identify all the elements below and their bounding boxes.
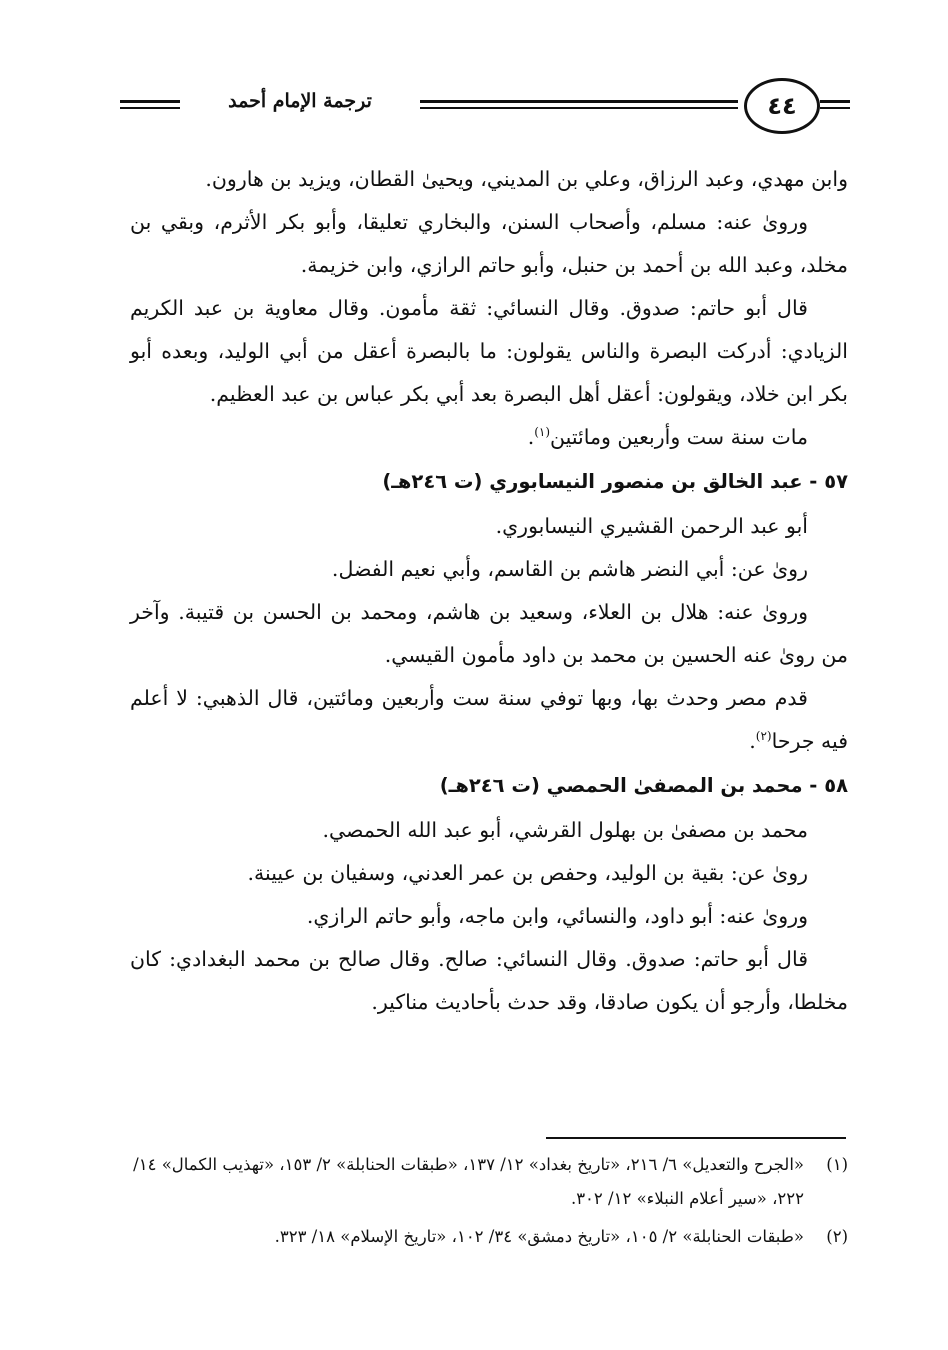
- footnote-1: [123, 1148, 848, 1216]
- paragraph-text: قدم مصر وحدث بها، وبها توفي سنة ست وأربعين ومائتين، قال الذهبي: لا أعلم فيه جرحا: [130, 686, 848, 753]
- footnote-text: «طبقات الحنابلة» ٢/ ١٠٥، «تاريخ دمشق» ٣٤/ ١٠٢، «تاريخ الإسلام» ١٨/ ٣٢٣.: [274, 1227, 804, 1246]
- main-text: [130, 158, 848, 1024]
- page-header: [120, 78, 850, 138]
- footnote-ref-2[interactable]: (٢): [755, 729, 772, 744]
- paragraph: [130, 677, 848, 763]
- entry-heading-58: ٥٨ - محمد بن المصفىٰ الحمصي (ت ٢٤٦هـ): [439, 774, 848, 797]
- footnote-text: «الجرح والتعديل» ٦/ ٢١٦، «تاريخ بغداد» ١٢/ ١٣٧، «طبقات الحنابلة» ٢/ ١٥٣، «تهذيب الكمال» ١٤/ ٢٢٢، «سير أعلام النبلاء» ١٢/ ٣٠٢.: [133, 1155, 804, 1208]
- footnote-number: (٢): [826, 1227, 848, 1246]
- paragraph: قال أبو حاتم: صدوق. وقال النسائي: صالح. وقال صالح بن محمد البغدادي: كان مخلطا، وأرجو أن يكون صادقا، وقد حدث بأحاديث مناكير.: [130, 947, 848, 1014]
- footnote-number: (١): [826, 1155, 848, 1174]
- footnote-2: [123, 1220, 848, 1254]
- paragraph: ورویٰ عنه: مسلم، وأصحاب السنن، والبخاري تعليقا، وأبو بكر الأثرم، وبقي بن مخلد، وعبد الله بن أحمد بن حنبل، وأبو حاتم الرازي، وابن خزيمة.: [130, 210, 848, 277]
- paragraph-end: .: [527, 425, 535, 449]
- paragraph: محمد بن مصفىٰ بن بهلول القرشي، أبو عبد الله الحمصي.: [322, 818, 808, 842]
- paragraph: ورویٰ عنه: هلال بن العلاء، وسعيد بن هاشم، ومحمد بن الحسن بن قتيبة. وآخر من رویٰ عنه الحسين بن محمد بن داود مأمون القيسي.: [130, 600, 848, 667]
- paragraph: رویٰ عن: بقية بن الوليد، وحفص بن عمر العدني، وسفيان بن عيينة.: [247, 861, 808, 885]
- entry-heading-57: ٥٧ - عبد الخالق بن منصور النيسابوري (ت ٢٤٦هـ): [382, 470, 848, 493]
- running-title: ترجمة الإمام أحمد: [180, 90, 420, 112]
- paragraph: أبو عبد الرحمن القشيري النيسابوري.: [495, 514, 808, 538]
- footnotes: [123, 1148, 848, 1258]
- footnote-separator: [546, 1137, 846, 1139]
- header-rule-left: [120, 100, 180, 103]
- paragraph: قال أبو حاتم: صدوق. وقال النسائي: ثقة مأمون. وقال معاوية بن عبد الكريم الزيادي: أدركت البصرة والناس يقولون: ما بالبصرة أعقل من أبي الوليد، وبعده أبو بكر ابن خلاد، ويقولون: أعقل أهل البصرة بعد أبي بكر عباس بن عبد العظيم.: [130, 296, 848, 406]
- page-number: ٤٤: [767, 92, 797, 120]
- paragraph: رویٰ عن: أبي النضر هاشم بن القاسم، وأبي نعيم الفضل.: [331, 557, 808, 581]
- footnote-ref-1[interactable]: (١): [534, 425, 551, 440]
- header-rule-right: [820, 100, 850, 103]
- page-number-circle: [744, 78, 820, 134]
- paragraph: ورویٰ عنه: أبو داود، والنسائي، وابن ماجه، وأبو حاتم الرازي.: [306, 904, 808, 928]
- paragraph: [130, 416, 848, 459]
- paragraph-end: .: [749, 729, 756, 753]
- paragraph: وابن مهدي، وعبد الرزاق، وعلي بن المديني، ويحيىٰ القطان، ويزيد بن هارون.: [205, 167, 848, 191]
- header-rule-middle: [420, 100, 738, 103]
- paragraph-text: مات سنة ست وأربعين ومائتين: [550, 425, 808, 449]
